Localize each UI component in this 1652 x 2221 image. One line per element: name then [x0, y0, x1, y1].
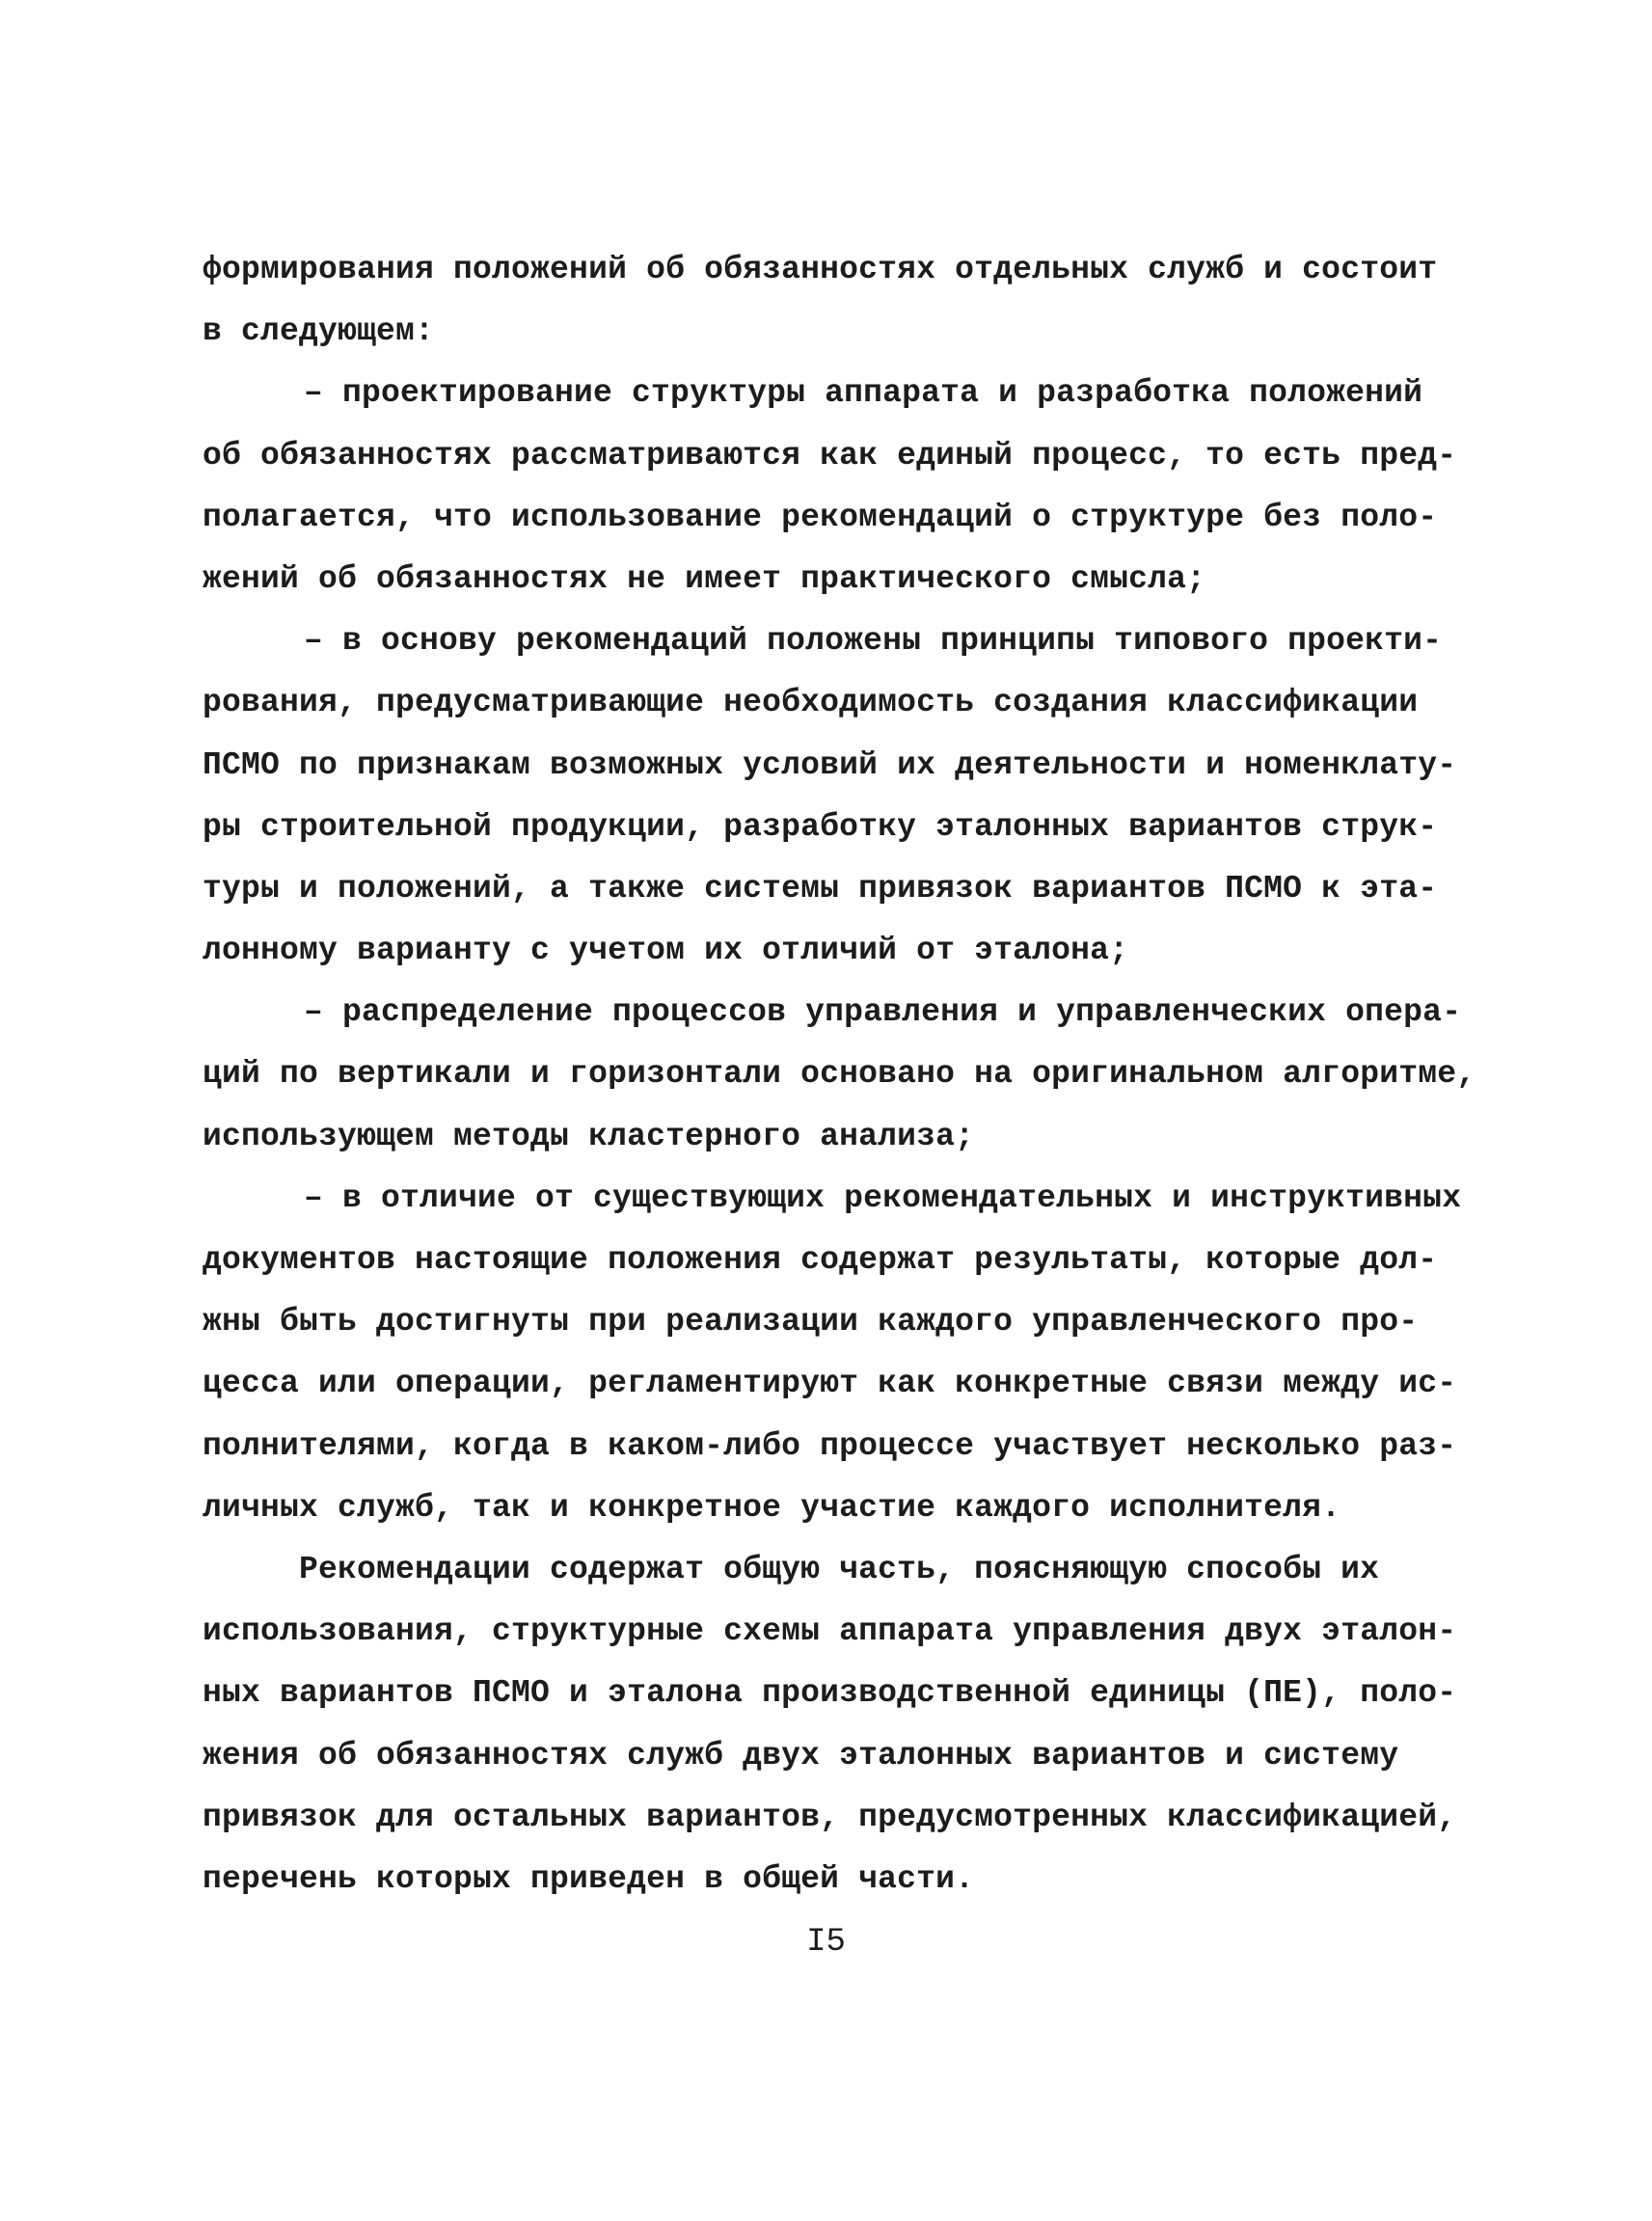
text-line-6: жений об обязанностях не имеет практического смысла; [203, 560, 1206, 597]
text-line-19: цесса или операции, регламентируют как конкретные связи между ис- [203, 1366, 1457, 1402]
text-line-15: использующем методы кластерного анализа; [203, 1118, 975, 1154]
text-line-5: полагается, что использование рекомендаций о структуре без поло- [203, 499, 1438, 535]
text-line-4: об обязанностях рассматриваются как единый процесс, то есть пред- [203, 437, 1457, 474]
text-line-13: – распределение процессов управления и управленческих опера- [304, 994, 1462, 1031]
text-line-18: жны быть достигнуты при реализации каждого управленческого про- [203, 1304, 1419, 1341]
text-line-10: ры строительной продукции, разработку эталонных вариантов струк- [203, 808, 1438, 845]
text-line-26: привязок для остальных вариантов, предусмотренных классификацией, [203, 1799, 1457, 1835]
body-text [203, 239, 1476, 1910]
text-line-23: использования, структурные схемы аппарата управления двух эталон- [203, 1613, 1457, 1650]
text-line-20: полнителями, когда в каком-либо процессе участвует несколько раз- [203, 1427, 1457, 1464]
text-line-21: личных служб, так и конкретное участие каждого исполнителя. [203, 1489, 1341, 1526]
text-line-22: Рекомендации содержат общую часть, поясняющую способы их [299, 1551, 1380, 1587]
text-line-25: жения об обязанностях служб двух эталонных вариантов и систему [203, 1737, 1399, 1774]
text-line-3: – проектирование структуры аппарата и разработка положений [304, 375, 1423, 412]
text-line-2: в следующем: [203, 313, 435, 350]
text-line-14: ций по вертикали и горизонтали основано на оригинальном алгоритме, [203, 1056, 1476, 1093]
page-number: I5 [806, 1924, 846, 1961]
text-line-8: рования, предусматривающие необходимость создания классификации [203, 685, 1419, 721]
text-line-9: ПСМО по признакам возможных условий их деятельности и номенклату- [203, 746, 1457, 783]
text-line-17: документов настоящие положения содержат результаты, которые дол- [203, 1242, 1438, 1278]
text-line-1: формирования положений об обязанностях отдельных служб и состоит [203, 252, 1438, 287]
text-line-24: ных вариантов ПСМО и эталона производственной единицы (ПЕ), поло- [203, 1675, 1457, 1712]
text-line-27: перечень которых приведен в общей части. [203, 1860, 975, 1897]
text-line-16: – в отличие от существующих рекомендательных и инструктивных [304, 1179, 1462, 1216]
text-line-11: туры и положений, а также системы привязок вариантов ПСМО к эта- [203, 870, 1438, 907]
text-line-12: лонному варианту с учетом их отличий от эталона; [203, 933, 1129, 969]
text-line-7: – в основу рекомендаций положены принципы типового проекти- [304, 623, 1443, 660]
